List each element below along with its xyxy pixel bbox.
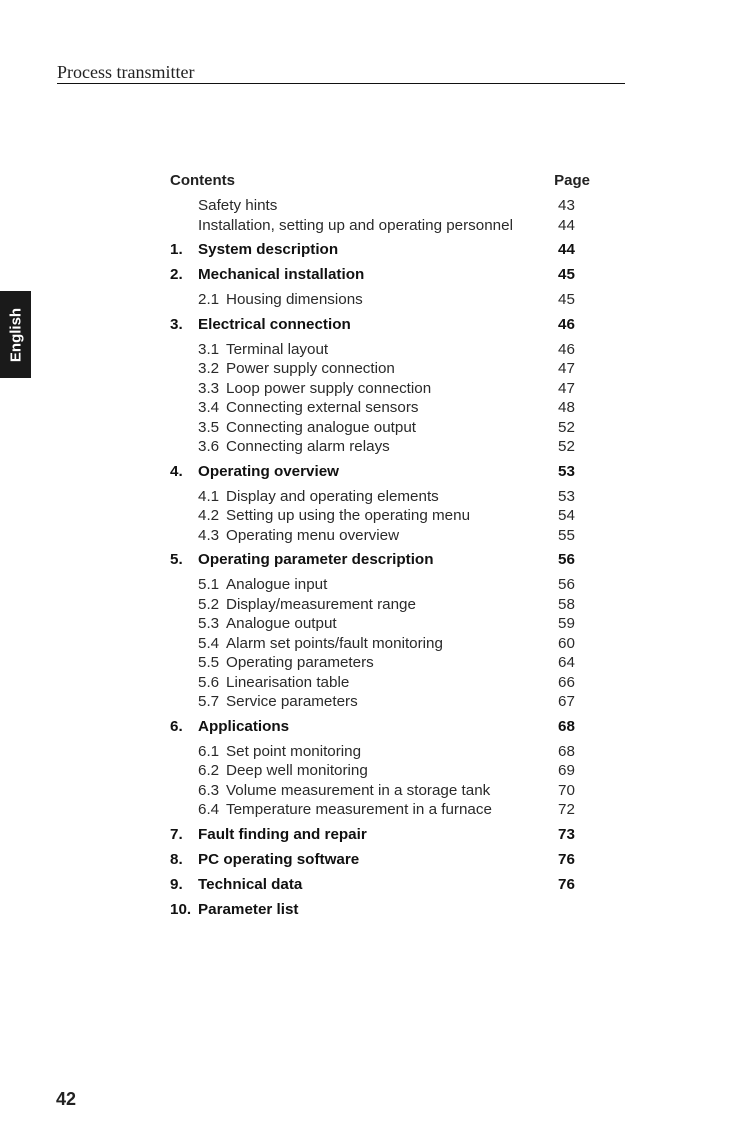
toc-section-row xyxy=(170,550,590,570)
toc-entry-title: Applications xyxy=(198,717,290,735)
toc-section-row xyxy=(170,850,590,870)
toc-section-number: 7. xyxy=(170,825,183,843)
toc-subsection-number: 5.3 xyxy=(198,615,220,632)
toc-entry-page: 76 xyxy=(558,875,575,893)
toc-entry-page: 44 xyxy=(558,216,575,234)
toc-page-heading: Page xyxy=(554,172,590,189)
toc-entry-title: Safety hints xyxy=(198,197,278,214)
toc-subsection-number: 3.3 xyxy=(198,379,220,397)
toc-item-row xyxy=(170,216,590,236)
toc-entry-title: Display and operating elements xyxy=(226,487,439,505)
toc-subsection-number: 3.1 xyxy=(198,340,220,358)
toc-subsection-number: 5.7 xyxy=(198,693,220,710)
toc-entry-page: 73 xyxy=(558,825,575,843)
toc-entry-title: Terminal layout xyxy=(226,340,329,358)
toc-entry-title: Connecting analogue output xyxy=(226,418,416,436)
toc-section-number: 3. xyxy=(170,315,183,333)
toc-subsection-number: 6.4 xyxy=(198,801,220,818)
toc-subsection-number: 5.5 xyxy=(198,654,220,671)
table-of-contents xyxy=(170,172,590,925)
toc-subsection-number: 3.2 xyxy=(198,360,220,377)
toc-section-row xyxy=(170,900,590,920)
toc-entry-title: Operating parameters xyxy=(226,654,374,671)
toc-item-row xyxy=(170,437,590,457)
toc-entry-page: 76 xyxy=(558,850,575,868)
toc-entry-title: Operating parameter description xyxy=(198,551,434,568)
toc-item-row xyxy=(170,379,590,399)
toc-subsection-number: 3.5 xyxy=(198,418,220,436)
toc-entry-page: 58 xyxy=(558,595,575,613)
toc-section-row xyxy=(170,875,590,895)
toc-item-row xyxy=(170,800,590,820)
toc-section-number: 4. xyxy=(170,462,183,480)
toc-entry-page: 46 xyxy=(558,340,575,358)
toc-subsection-number: 5.4 xyxy=(198,634,220,652)
toc-entry-page: 68 xyxy=(558,742,575,760)
toc-entry-page: 68 xyxy=(558,717,575,735)
toc-item-row xyxy=(170,398,590,418)
toc-entry-page: 56 xyxy=(558,576,575,593)
toc-entry-title: Parameter list xyxy=(198,900,299,918)
toc-item-row xyxy=(170,290,590,310)
toc-entry-title: Operating menu overview xyxy=(226,526,400,544)
toc-item-row xyxy=(170,653,590,673)
toc-entry-page: 46 xyxy=(558,315,575,333)
toc-section-number: 5. xyxy=(170,551,183,568)
toc-entry-title: Analogue input xyxy=(226,576,328,593)
toc-entry-page: 70 xyxy=(558,781,575,799)
toc-entry-title: Power supply connection xyxy=(226,360,395,377)
toc-section-number: 10. xyxy=(170,900,192,918)
toc-item-row xyxy=(170,340,590,360)
toc-subsection-number: 4.2 xyxy=(198,507,220,524)
toc-entry-page: 67 xyxy=(558,693,575,710)
toc-subsection-number: 4.3 xyxy=(198,526,220,544)
toc-entry-title: Deep well monitoring xyxy=(226,762,368,779)
toc-entry-page: 56 xyxy=(558,551,575,568)
toc-entry-page: 45 xyxy=(558,291,575,308)
toc-entry-title: Operating overview xyxy=(198,462,339,480)
toc-entry-title: Loop power supply connection xyxy=(226,379,432,397)
toc-entry-page: 60 xyxy=(558,634,575,652)
toc-entry-title: Setting up using the operating menu xyxy=(226,507,471,524)
toc-entry-page: 45 xyxy=(558,266,575,283)
page-number: 42 xyxy=(56,1089,77,1109)
toc-section-row xyxy=(170,462,590,482)
toc-section-row xyxy=(170,717,590,737)
toc-entry-page: 47 xyxy=(558,379,575,397)
toc-heading-row xyxy=(170,172,590,189)
toc-item-row xyxy=(170,614,590,634)
toc-subsection-number: 6.2 xyxy=(198,762,220,779)
page-header-title: Process transmitter xyxy=(57,62,195,82)
header-rule xyxy=(57,83,625,84)
toc-entry-title: Volume measurement in a storage tank xyxy=(226,781,491,799)
toc-item-row xyxy=(170,595,590,615)
toc-item-row xyxy=(170,761,590,781)
toc-entry-page: 52 xyxy=(558,438,575,455)
toc-entry-title: Technical data xyxy=(198,875,303,893)
toc-item-row xyxy=(170,575,590,595)
toc-entry-title: Temperature measurement in a furnace xyxy=(226,801,492,818)
toc-entry-title: Fault finding and repair xyxy=(198,825,367,843)
toc-entry-page: 44 xyxy=(558,241,575,258)
language-tab xyxy=(0,291,31,378)
toc-entry-page: 66 xyxy=(558,673,575,691)
toc-item-row xyxy=(170,673,590,693)
toc-item-row xyxy=(170,487,590,507)
toc-item-row xyxy=(170,196,590,216)
toc-subsection-number: 5.1 xyxy=(198,576,220,593)
toc-section-number: 2. xyxy=(170,266,183,283)
toc-section-row xyxy=(170,265,590,285)
toc-entry-page: 43 xyxy=(558,197,575,214)
toc-entry-title: PC operating software xyxy=(198,850,360,868)
toc-entry-title: Linearisation table xyxy=(226,673,350,691)
toc-subsection-number: 5.6 xyxy=(198,673,220,691)
toc-entry-title: Analogue output xyxy=(226,615,337,632)
toc-entry-page: 53 xyxy=(558,462,575,480)
toc-subsection-number: 5.2 xyxy=(198,595,220,613)
toc-entry-title: Connecting external sensors xyxy=(226,399,419,416)
toc-section-number: 6. xyxy=(170,717,183,735)
language-tab-label: English xyxy=(7,307,24,362)
toc-item-row xyxy=(170,418,590,438)
toc-section-row xyxy=(170,825,590,845)
toc-section-number: 9. xyxy=(170,875,183,893)
toc-entry-page: 47 xyxy=(558,360,575,377)
toc-item-row xyxy=(170,359,590,379)
toc-item-row xyxy=(170,692,590,712)
toc-entry-title: Display/measurement range xyxy=(226,595,416,613)
toc-entry-title: Connecting alarm relays xyxy=(226,438,390,455)
toc-item-row xyxy=(170,634,590,654)
toc-subsection-number: 6.1 xyxy=(198,742,220,760)
toc-list xyxy=(170,196,590,920)
toc-entry-title: System description xyxy=(198,241,339,258)
toc-entry-title: Installation, setting up and operating personnel xyxy=(198,216,513,234)
toc-section-number: 1. xyxy=(170,241,183,258)
toc-subsection-number: 2.1 xyxy=(198,291,220,308)
toc-entry-page: 52 xyxy=(558,418,575,436)
toc-entry-page: 64 xyxy=(558,654,575,671)
toc-subsection-number: 3.6 xyxy=(198,438,220,455)
toc-entry-page: 54 xyxy=(558,507,575,524)
toc-entry-page: 48 xyxy=(558,399,575,416)
toc-entry-page: 69 xyxy=(558,762,575,779)
toc-heading: Contents xyxy=(170,172,235,189)
toc-section-number: 8. xyxy=(170,850,183,868)
toc-item-row xyxy=(170,506,590,526)
toc-entry-page: 55 xyxy=(558,526,575,544)
toc-entry-page: 59 xyxy=(558,615,575,632)
toc-section-row xyxy=(170,240,590,260)
toc-item-row xyxy=(170,526,590,546)
toc-entry-title: Electrical connection xyxy=(198,315,351,333)
toc-subsection-number: 4.1 xyxy=(198,487,220,505)
toc-item-row xyxy=(170,781,590,801)
toc-entry-title: Service parameters xyxy=(226,693,358,710)
toc-section-row xyxy=(170,315,590,335)
toc-entry-title: Mechanical installation xyxy=(198,266,365,283)
toc-entry-title: Alarm set points/fault monitoring xyxy=(226,634,443,652)
toc-subsection-number: 6.3 xyxy=(198,781,220,799)
toc-entry-title: Housing dimensions xyxy=(226,291,363,308)
toc-entry-page: 53 xyxy=(558,487,575,505)
toc-subsection-number: 3.4 xyxy=(198,399,220,416)
toc-entry-page: 72 xyxy=(558,801,575,818)
toc-item-row xyxy=(170,742,590,762)
toc-entry-title: Set point monitoring xyxy=(226,742,362,760)
